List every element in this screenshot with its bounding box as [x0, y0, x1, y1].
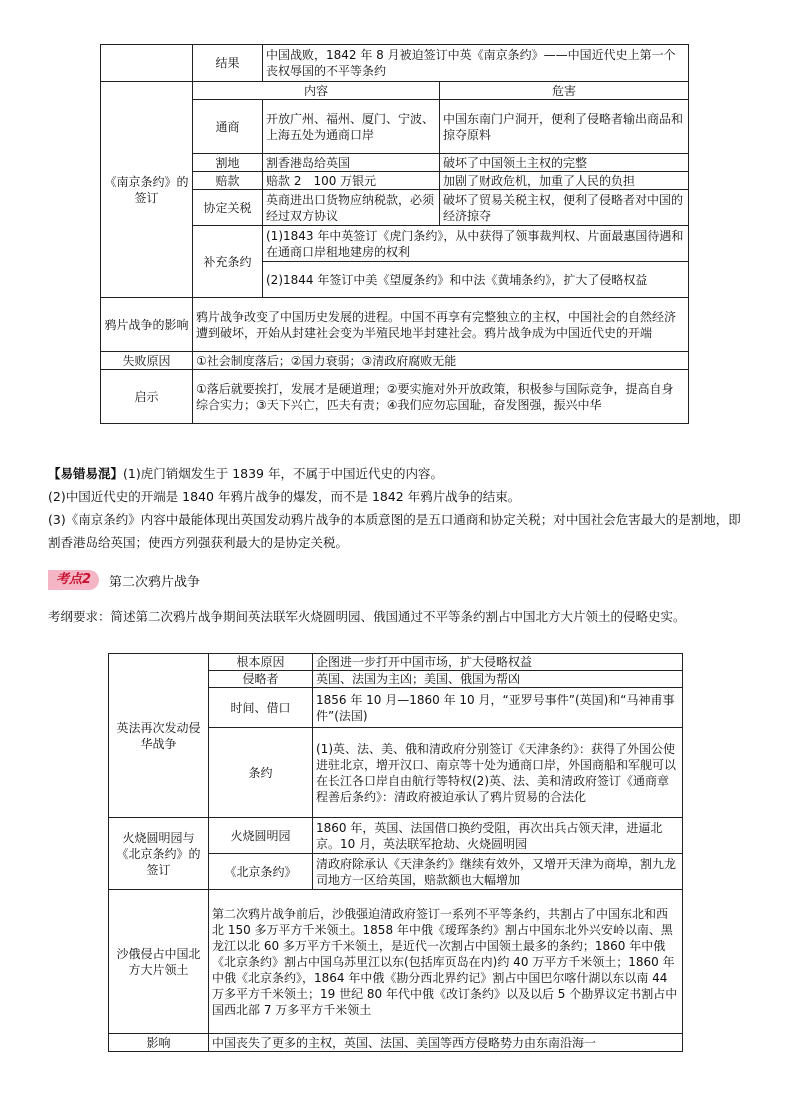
- fail-label: 失败原因: [101, 352, 193, 370]
- syllabus-requirement: 考纲要求：简述第二次鸦片战争期间英法联军火烧圆明园、俄国通过不平等条约割占中国北方大片领土的侵略史实。: [48, 609, 686, 624]
- common-mistakes-notes: [48, 462, 748, 554]
- row-text: 英国、法国为主凶；美国、俄国为帮凶: [313, 671, 683, 688]
- lesson-text: ①落后就要挨打，发展才是硬道理；②要实施对外开放政策，积极参与国际竞争，提高自身综合实力；③天下兴亡，匹夫有责；④我们应勿忘国耻，奋发图强，振兴中华: [193, 370, 689, 424]
- treaty-label: 《南京条约》的签订: [101, 82, 193, 298]
- burn-row-label: 火烧圆明园: [209, 818, 313, 854]
- beijing-text: 清政府除承认《天津条约》继续有效外，又增开天津为商埠，割九龙司地方一区给英国，赔款额也大幅增加: [313, 854, 683, 890]
- kaodian-title: 第二次鸦片战争: [109, 574, 201, 590]
- row-label: 侵略者: [209, 671, 313, 688]
- row-label: 根本原因: [209, 654, 313, 671]
- row-content: 开放广州、福州、厦门、宁波、上海五处为通商口岸: [263, 100, 440, 154]
- row-label: 协定关税: [193, 190, 263, 226]
- note-1: (1)虎门销烟发生于 1839 年，不属于中国近代史的内容。: [123, 466, 443, 481]
- row-content: 赔款 2 100 万银元: [263, 172, 440, 190]
- burn-label: 火烧圆明园与《北京条约》的签订: [109, 818, 209, 890]
- impact-text: 鸦片战争改变了中国历史发展的进程。中国不再享有完整独立的主权，中国社会的自然经济遭到破坏，开始从封建社会变为半殖民地半封建社会。鸦片战争成为中国近代史的开端: [193, 298, 689, 352]
- effect-text: 中国丧失了更多的主权，英国、法国、美国等西方侵略势力由东南沿海一: [209, 1034, 683, 1052]
- russia-label: 沙俄侵占中国北方大片领土: [109, 890, 209, 1034]
- war-label: 英法再次发动侵华战争: [109, 654, 209, 818]
- row-content: 英商进出口货物应纳税款，必须经过双方协议: [263, 190, 440, 226]
- supplement-2: (2)1844 年签订中美《望厦条约》和中法《黄埔条约》，扩大了侵略权益: [263, 262, 689, 298]
- col-content-header: 内容: [193, 82, 440, 100]
- col-harm-header: 危害: [440, 82, 689, 100]
- supplement-1: (1)1843 年中英签订《虎门条约》，从中获得了领事裁判权、片面最惠国待遇和在通商口岸租地建房的权利: [263, 226, 689, 262]
- kaodian-heading: [48, 569, 200, 591]
- kaodian-badge: 考点2: [48, 570, 99, 590]
- lesson-label: 启示: [101, 370, 193, 424]
- row-harm: 加剧了财政危机，加重了人民的负担: [440, 172, 689, 190]
- row-harm: 破坏了贸易关税主权，便利了侵略者对中国的经济掠夺: [440, 190, 689, 226]
- note-3: (3)《南京条约》内容中最能体现出英国发动鸦片战争的本质意图的是五口通商和协定关税；对中国社会危害最大的是割地，即割香港岛给英国；使西方列强获利最大的是协定关税。: [48, 512, 741, 550]
- empty-cell: [101, 45, 193, 82]
- beijing-label: 《北京条约》: [209, 854, 313, 890]
- row-harm: 破坏了中国领土主权的完整: [440, 154, 689, 172]
- effect-label: 影响: [109, 1034, 209, 1052]
- impact-label: 鸦片战争的影响: [101, 298, 193, 352]
- row-label: 条约: [209, 728, 313, 818]
- row-label: 赔款: [193, 172, 263, 190]
- opium-war-table: [100, 44, 689, 424]
- result-label: 结果: [193, 45, 263, 82]
- supplement-label: 补充条约: [193, 226, 263, 298]
- burn-row-text: 1860 年，英国、法国借口换约受阻，再次出兵占领天津，进逼北京。10 月，英法联军抢劫、火烧圆明园: [313, 818, 683, 854]
- note-2: (2)中国近代史的开端是 1840 年鸦片战争的爆发，而不是 1842 年鸦片战争的结束。: [48, 489, 521, 504]
- fail-text: ①社会制度落后；②国力衰弱；③清政府腐败无能: [193, 352, 689, 370]
- second-opium-war-table: [108, 653, 683, 1052]
- notes-lead: 【易错易混】: [48, 466, 124, 481]
- row-label: 时间、借口: [209, 688, 313, 728]
- row-text: 企图进一步打开中国市场，扩大侵略权益: [313, 654, 683, 671]
- russia-text: 第二次鸦片战争前后，沙俄强迫清政府签订一系列不平等条约，共割占了中国东北和西北 150 多万平方千米领土。1858 年中俄《瑷珲条约》割占中国东北外兴安岭以南、黑龙江以北 60 多万平方千米领土，是近代一次割占中国领土最多的条约；1860 年中俄《北京条约》割占中国乌苏里江以东(包括库页岛在内)约 40 万平方千米领土；1860 年中俄《北京条约》，1864 年中俄《勘分西北界约记》割占中国巴尔喀什湖以东以南 44 万多平方千米领土；19 世纪 80 年代中俄《改订条约》以及以后 5 个勘界议定书割占中国西北部 7 万多平方千米领土: [209, 890, 683, 1034]
- row-label: 通商: [193, 100, 263, 154]
- row-label: 割地: [193, 154, 263, 172]
- row-content: 割香港岛给英国: [263, 154, 440, 172]
- row-text: (1)英、法、美、俄和清政府分别签订《天津条约》：获得了外国公使进驻北京，增开汉口、南京等十处为通商口岸，外国商船和军舰可以在长江各口岸自由航行等特权(2)英、法、美和清政府签订《通商章程善后条约》：清政府被迫承认了鸦片贸易的合法化: [313, 728, 683, 818]
- result-text: 中国战败，1842 年 8 月被迫签订中英《南京条约》——中国近代史上第一个丧权辱国的不平等条约: [263, 45, 689, 82]
- row-harm: 中国东南门户洞开，便利了侵略者输出商品和掠夺原料: [440, 100, 689, 154]
- row-text: 1856 年 10 月—1860 年 10 月，“亚罗号事件”(英国)和“马神甫事件”(法国): [313, 688, 683, 728]
